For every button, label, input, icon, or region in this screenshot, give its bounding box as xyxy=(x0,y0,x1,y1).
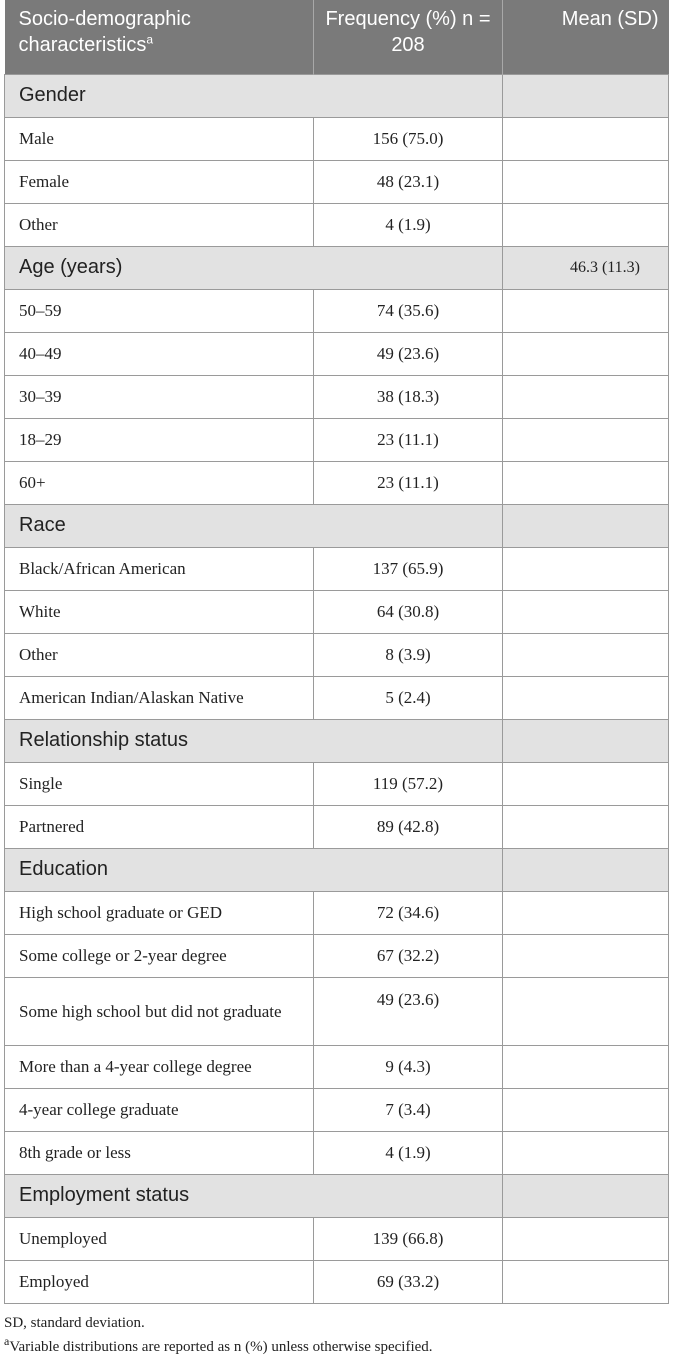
section-header-row xyxy=(5,504,669,547)
table-row xyxy=(5,418,669,461)
row-frequency: 89 (42.8) xyxy=(314,805,503,848)
header-row xyxy=(5,0,669,74)
table-row xyxy=(5,289,669,332)
header-characteristics-label: Socio-demographic characteristics xyxy=(18,8,191,56)
footnote-marker: a xyxy=(4,1334,10,1348)
section-header-row xyxy=(5,848,669,891)
table-row xyxy=(5,547,669,590)
section-mean-sd xyxy=(503,74,669,117)
row-label: Other xyxy=(5,203,314,246)
section-title: Employment status xyxy=(5,1174,503,1217)
row-frequency: 74 (35.6) xyxy=(314,289,503,332)
section-title: Relationship status xyxy=(5,719,503,762)
row-mean-sd xyxy=(503,977,669,1045)
table-row xyxy=(5,1045,669,1088)
row-frequency: 49 (23.6) xyxy=(314,977,503,1045)
row-mean-sd xyxy=(503,332,669,375)
table-row xyxy=(5,461,669,504)
table-row xyxy=(5,1260,669,1303)
row-label: 60+ xyxy=(5,461,314,504)
row-mean-sd xyxy=(503,461,669,504)
header-footnote-marker: a xyxy=(146,32,153,47)
section-mean-sd xyxy=(503,719,669,762)
section-title: Gender xyxy=(5,74,503,117)
table-row xyxy=(5,676,669,719)
section-header-row xyxy=(5,719,669,762)
row-label: More than a 4-year college degree xyxy=(5,1045,314,1088)
section-mean-sd xyxy=(503,848,669,891)
row-mean-sd xyxy=(503,891,669,934)
header-characteristics xyxy=(5,0,314,74)
section-header-row xyxy=(5,74,669,117)
row-label: Some college or 2-year degree xyxy=(5,934,314,977)
sd-note: SD, standard deviation. xyxy=(4,1315,145,1331)
row-frequency: 72 (34.6) xyxy=(314,891,503,934)
row-mean-sd xyxy=(503,1260,669,1303)
row-frequency: 64 (30.8) xyxy=(314,590,503,633)
row-label: 50–59 xyxy=(5,289,314,332)
section-title: Age (years) xyxy=(5,246,503,289)
row-frequency: 67 (32.2) xyxy=(314,934,503,977)
row-frequency: 23 (11.1) xyxy=(314,461,503,504)
section-title: Education xyxy=(5,848,503,891)
row-frequency: 8 (3.9) xyxy=(314,633,503,676)
table-row xyxy=(5,590,669,633)
row-label: 18–29 xyxy=(5,418,314,461)
row-label: Some high school but did not graduate xyxy=(5,977,314,1045)
row-label: Single xyxy=(5,762,314,805)
table-row xyxy=(5,762,669,805)
row-label: 4-year college graduate xyxy=(5,1088,314,1131)
row-label: 30–39 xyxy=(5,375,314,418)
table-row xyxy=(5,633,669,676)
demographics-table-container xyxy=(4,0,668,1304)
row-label: Black/African American xyxy=(5,547,314,590)
table-row xyxy=(5,332,669,375)
row-label: Female xyxy=(5,160,314,203)
row-mean-sd xyxy=(503,375,669,418)
row-label: Partnered xyxy=(5,805,314,848)
header-mean-sd: Mean (SD) xyxy=(503,0,669,74)
row-frequency: 5 (2.4) xyxy=(314,676,503,719)
row-frequency: 7 (3.4) xyxy=(314,1088,503,1131)
row-mean-sd xyxy=(503,762,669,805)
row-mean-sd xyxy=(503,805,669,848)
table-row xyxy=(5,1217,669,1260)
row-frequency: 119 (57.2) xyxy=(314,762,503,805)
table-row xyxy=(5,160,669,203)
table-row xyxy=(5,1088,669,1131)
row-mean-sd xyxy=(503,1131,669,1174)
row-label: High school graduate or GED xyxy=(5,891,314,934)
row-mean-sd xyxy=(503,418,669,461)
section-header-row xyxy=(5,246,669,289)
footnote-text: Variable distributions are reported as n (%) unless otherwise specified. xyxy=(9,1339,433,1355)
row-label: Male xyxy=(5,117,314,160)
section-mean-sd xyxy=(503,504,669,547)
section-mean-sd: 46.3 (11.3) xyxy=(503,246,669,289)
row-frequency: 156 (75.0) xyxy=(314,117,503,160)
row-frequency: 4 (1.9) xyxy=(314,1131,503,1174)
table-row xyxy=(5,805,669,848)
row-frequency: 38 (18.3) xyxy=(314,375,503,418)
row-label: 40–49 xyxy=(5,332,314,375)
row-mean-sd xyxy=(503,1088,669,1131)
row-label: Other xyxy=(5,633,314,676)
row-label: 8th grade or less xyxy=(5,1131,314,1174)
row-mean-sd xyxy=(503,590,669,633)
row-mean-sd xyxy=(503,547,669,590)
row-label: White xyxy=(5,590,314,633)
table-row xyxy=(5,1131,669,1174)
row-mean-sd xyxy=(503,160,669,203)
table-row xyxy=(5,934,669,977)
row-label: American Indian/Alaskan Native xyxy=(5,676,314,719)
section-title: Race xyxy=(5,504,503,547)
row-frequency: 23 (11.1) xyxy=(314,418,503,461)
table-row xyxy=(5,203,669,246)
row-label: Unemployed xyxy=(5,1217,314,1260)
table-body xyxy=(5,74,669,1303)
row-mean-sd xyxy=(503,934,669,977)
row-mean-sd xyxy=(503,117,669,160)
row-mean-sd xyxy=(503,676,669,719)
row-mean-sd xyxy=(503,289,669,332)
row-mean-sd xyxy=(503,1217,669,1260)
row-mean-sd xyxy=(503,1045,669,1088)
row-frequency: 139 (66.8) xyxy=(314,1217,503,1260)
row-frequency: 69 (33.2) xyxy=(314,1260,503,1303)
row-frequency: 4 (1.9) xyxy=(314,203,503,246)
header-frequency: Frequency (%) n = 208 xyxy=(314,0,503,74)
row-mean-sd xyxy=(503,633,669,676)
table-row xyxy=(5,375,669,418)
row-mean-sd xyxy=(503,203,669,246)
section-header-row xyxy=(5,1174,669,1217)
footnote xyxy=(4,1335,668,1359)
row-frequency: 137 (65.9) xyxy=(314,547,503,590)
table-notes xyxy=(4,1311,668,1359)
demographics-table xyxy=(4,0,669,1304)
row-label: Employed xyxy=(5,1260,314,1303)
row-frequency: 9 (4.3) xyxy=(314,1045,503,1088)
table-row xyxy=(5,891,669,934)
row-frequency: 49 (23.6) xyxy=(314,332,503,375)
table-row xyxy=(5,117,669,160)
row-frequency: 48 (23.1) xyxy=(314,160,503,203)
table-row xyxy=(5,977,669,1045)
section-mean-sd xyxy=(503,1174,669,1217)
